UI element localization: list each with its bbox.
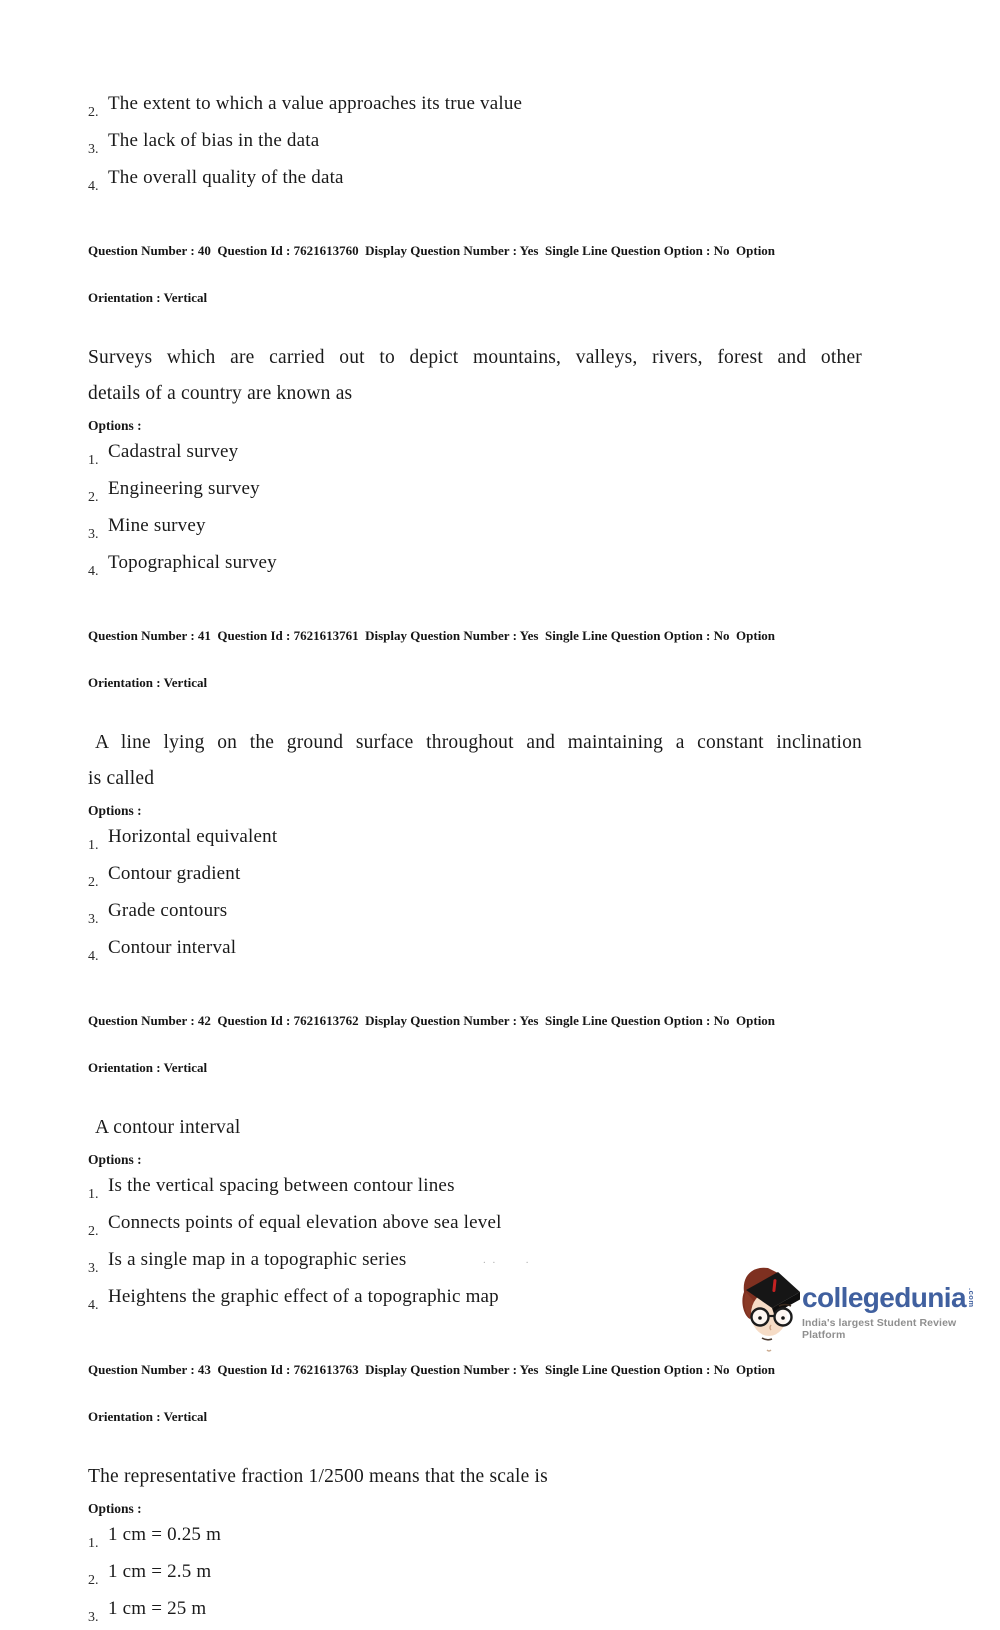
option-text: Is a single map in a topographic series: [108, 1249, 407, 1270]
question-meta-line2: Orientation : Vertical: [88, 1408, 208, 1424]
question-text-line: A line lying on the ground surface throughout and maintaining a constant inclination: [95, 732, 862, 753]
option-row: [88, 1560, 868, 1586]
option-number: 3.: [88, 912, 99, 927]
collegedunia-logo: [738, 1262, 990, 1354]
brand-tagline: India's largest Student Review Platform: [802, 1317, 957, 1341]
option-text: 1 cm = 0.25 m: [108, 1524, 222, 1545]
option-number: 4.: [88, 1298, 99, 1313]
option-number: 2.: [88, 105, 99, 120]
question-meta-line1: Question Number : 43 Question Id : 7621613763 Display Question Number : Yes Single Line Question Option : No Option: [88, 1362, 776, 1377]
option-number: 2.: [88, 1224, 99, 1239]
option-row: [88, 514, 868, 540]
option-number: 3.: [88, 1261, 99, 1276]
option-row: [88, 551, 868, 577]
brand-domain-suffix: .com: [966, 1288, 976, 1308]
question-meta: [88, 982, 878, 1106]
option-number: 3.: [88, 1610, 99, 1625]
question-meta: [88, 597, 878, 721]
question-meta-line2: Orientation : Vertical: [88, 289, 208, 305]
scan-artifact-dots: . . .: [483, 1254, 531, 1266]
question-text: [88, 1110, 862, 1146]
question-text: [88, 725, 862, 797]
question-text-line: details of a country are known as: [88, 383, 353, 404]
option-text: The overall quality of the data: [108, 167, 344, 188]
option-number: 1.: [88, 1536, 99, 1551]
question-meta: [88, 212, 878, 336]
options-list: [88, 825, 868, 962]
option-text: 1 cm = 2.5 m: [108, 1561, 212, 1582]
options-label: Options :: [88, 418, 142, 433]
option-row: [88, 1597, 868, 1623]
question-meta-line2: Orientation : Vertical: [88, 1059, 208, 1075]
option-text: Cadastral survey: [108, 441, 239, 462]
option-text: Heightens the graphic effect of a topographic map: [108, 1286, 499, 1307]
option-number: 1.: [88, 453, 99, 468]
leading-options: [88, 92, 868, 192]
option-row: [88, 1174, 868, 1200]
brand-name: collegedunia: [802, 1282, 966, 1313]
option-text: Is the vertical spacing between contour lines: [108, 1175, 455, 1196]
question-meta-line2: Orientation : Vertical: [88, 674, 208, 690]
question-text: [88, 1459, 862, 1495]
option-text: Contour gradient: [108, 863, 241, 884]
option-row: [88, 899, 868, 925]
option-number: 4.: [88, 564, 99, 579]
question-text-line: The representative fraction 1/2500 means that the scale is: [88, 1466, 548, 1487]
question-text: [88, 340, 862, 412]
question-text-line: is called: [88, 768, 155, 789]
options-label: Options :: [88, 1152, 142, 1167]
option-row: [88, 440, 868, 466]
option-number: 3.: [88, 142, 99, 157]
question-text-line: Surveys which are carried out to depict mountains, valleys, rivers, forest and other: [88, 347, 862, 368]
option-number: 4.: [88, 949, 99, 964]
options-list: [88, 1523, 868, 1623]
option-number: 1.: [88, 1187, 99, 1202]
option-text: Contour interval: [108, 937, 237, 958]
option-text: Grade contours: [108, 900, 228, 921]
option-row: [88, 1523, 868, 1549]
option-row: [88, 1211, 868, 1237]
option-text: The extent to which a value approaches its true value: [108, 93, 523, 114]
option-number: 1.: [88, 838, 99, 853]
option-row: [88, 825, 868, 851]
question-text-line: A contour interval: [95, 1117, 241, 1138]
question-meta-line1: Question Number : 40 Question Id : 7621613760 Display Question Number : Yes Single Line Question Option : No Option: [88, 243, 776, 258]
options-label: Options :: [88, 803, 142, 818]
option-row: [88, 477, 868, 503]
question-meta-line1: Question Number : 42 Question Id : 7621613762 Display Question Number : Yes Single Line Question Option : No Option: [88, 1013, 776, 1028]
logo-text: [802, 1262, 990, 1341]
option-number: 2.: [88, 875, 99, 890]
option-number: 2.: [88, 1573, 99, 1588]
graduate-mascot-icon: [738, 1262, 800, 1352]
option-text: The lack of bias in the data: [108, 130, 320, 151]
option-number: 4.: [88, 179, 99, 194]
option-row: [88, 936, 868, 962]
option-text: Connects points of equal elevation above sea level: [108, 1212, 502, 1233]
option-row: [88, 92, 868, 118]
question-meta-line1: Question Number : 41 Question Id : 7621613761 Display Question Number : Yes Single Line Question Option : No Option: [88, 628, 776, 643]
question-block-41: [88, 597, 868, 962]
option-number: 2.: [88, 490, 99, 505]
option-row: [88, 166, 868, 192]
option-text: Horizontal equivalent: [108, 826, 278, 847]
options-label: Options :: [88, 1501, 142, 1516]
question-block-40: [88, 212, 868, 577]
option-row: [88, 862, 868, 888]
option-text: Engineering survey: [108, 478, 260, 499]
option-text: 1 cm = 25 m: [108, 1598, 207, 1619]
option-text: Mine survey: [108, 515, 206, 536]
option-text: Topographical survey: [108, 552, 277, 573]
options-list: [88, 440, 868, 577]
option-row: [88, 129, 868, 155]
option-number: 3.: [88, 527, 99, 542]
